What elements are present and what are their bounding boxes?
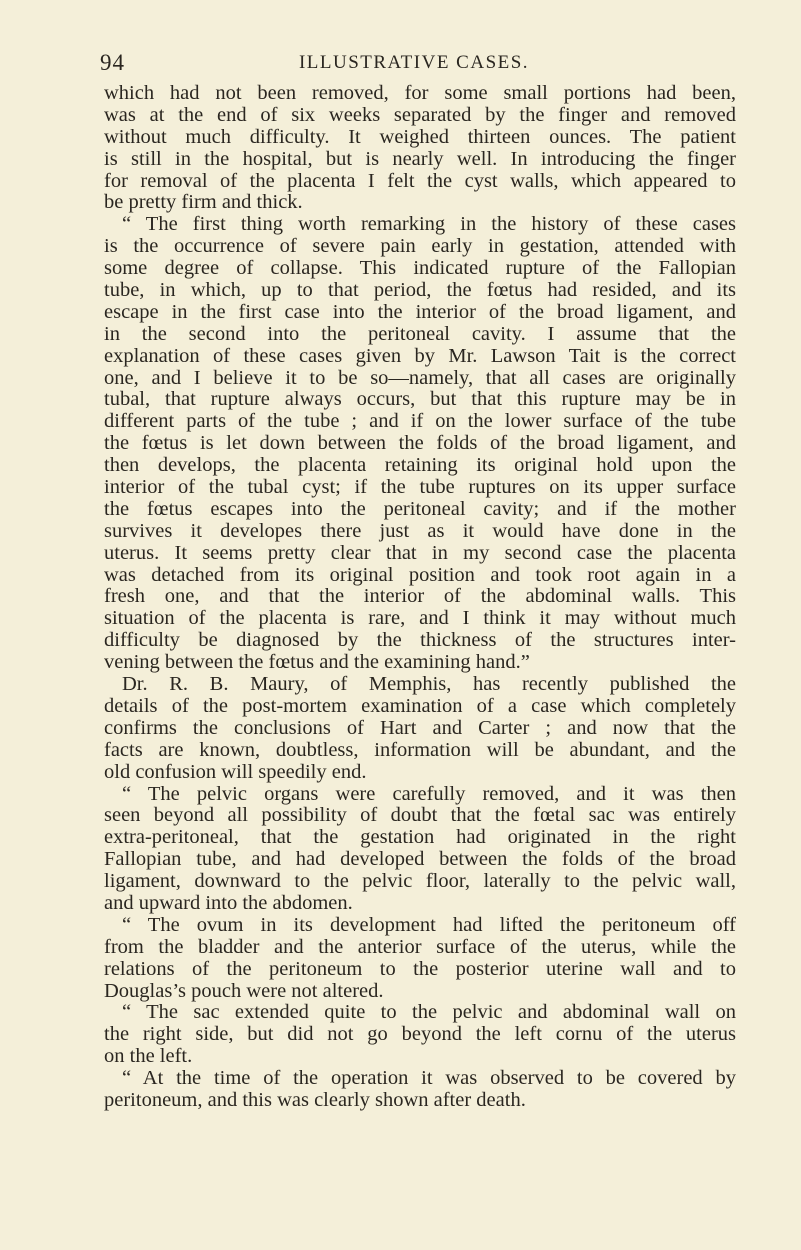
text-line: is the occurrence of severe pain early in gestation, attended with [104,235,736,258]
text-line: “ At the time of the operation it was observed to be covered by [122,1067,736,1090]
text-line: then develops, the placenta retaining its original hold upon the [104,454,736,477]
text-line: escape in the first case into the interior of the broad ligament, and [104,300,736,323]
text-line: different parts of the tube ; and if on the lower surface of the tube [104,410,736,433]
text-line: fresh one, and that the interior of the abdominal walls. This [104,585,736,608]
text-line: “ The pelvic organs were carefully removed, and it was then [122,782,736,805]
text-line: is still in the hospital, but is nearly well. In introducing the finger [104,147,736,170]
text-line: extra-peritoneal, that the gestation had originated in the right [104,826,736,849]
text-line: on the left. [104,1045,193,1068]
text-line: “ The sac extended quite to the pelvic and abdominal wall on [122,1001,736,1024]
text-line: relations of the peritoneum to the posterior uterine wall and to [104,957,736,980]
text-line: was detached from its original position and took root again in a [104,563,736,586]
text-line: seen beyond all possibility of doubt that the fœtal sac was entirely [104,804,736,827]
text-line: without much difficulty. It weighed thirteen ounces. The patient [104,125,736,148]
text-line: the fœtus is let down between the folds of the broad ligament, and [104,432,736,455]
text-line: “ The ovum in its development had lifted the peritoneum off [122,913,736,936]
text-line: tube, in which, up to that period, the fœtus had resided, and its [104,279,736,302]
text-line: facts are known, doubtless, information will be abundant, and the [104,738,736,761]
text-line: situation of the placenta is rare, and I think it may without much [104,607,736,630]
text-line: was at the end of six weeks separated by the finger and removed [104,103,736,126]
text-line: Dr. R. B. Maury, of Memphis, has recently published the [122,673,736,696]
text-line: the right side, but did not go beyond the left cornu of the uterus [104,1023,736,1046]
text-line: survives it developes there just as it would have done in the [104,519,736,542]
text-line: Fallopian tube, and had developed between the folds of the broad [104,848,736,871]
text-line: details of the post-mortem examination of a case which completely [104,694,736,717]
text-line: explanation of these cases given by Mr. Lawson Tait is the correct [104,344,736,367]
running-head [100,50,728,78]
text-line: which had not been removed, for some small portions had been, [104,82,736,104]
running-title: ILLUSTRATIVE CASES. [298,52,530,73]
text-line: one, and I believe it to be so—namely, that all cases are originally [104,366,736,389]
text-line: difficulty be diagnosed by the thickness of the structures inter- [104,629,736,652]
body-text [104,83,736,1112]
text-line: some degree of collapse. This indicated rupture of the Fallopian [104,257,736,280]
text-line: uterus. It seems pretty clear that in my second case the placenta [104,541,736,564]
text-line: vening between the fœtus and the examining hand.” [104,651,530,674]
text-line: old confusion will speedily end. [104,760,367,783]
text-line: in the second into the peritoneal cavity. I assume that the [104,322,736,345]
page-number: 94 [100,50,125,75]
text-line: “ The first thing worth remarking in the history of these cases [122,213,736,236]
text-line: confirms the conclusions of Hart and Carter ; and now that the [104,716,736,739]
text-line: ligament, downward to the pelvic floor, laterally to the pelvic wall, [104,870,736,893]
text-line: peritoneum, and this was clearly shown after death. [104,1088,526,1111]
text-line: Douglas’s pouch were not altered. [104,979,384,1002]
text-line: interior of the tubal cyst; if the tube ruptures on its upper surface [104,476,736,499]
text-line: be pretty firm and thick. [104,191,303,214]
text-line: the fœtus escapes into the peritoneal cavity; and if the mother [104,497,736,520]
text-line: tubal, that rupture always occurs, but that this rupture may be in [104,388,736,411]
text-line: from the bladder and the anterior surface of the uterus, while the [104,935,736,958]
text-line: and upward into the abdomen. [104,891,353,914]
text-line: for removal of the placenta I felt the cyst walls, which appeared to [104,169,736,192]
